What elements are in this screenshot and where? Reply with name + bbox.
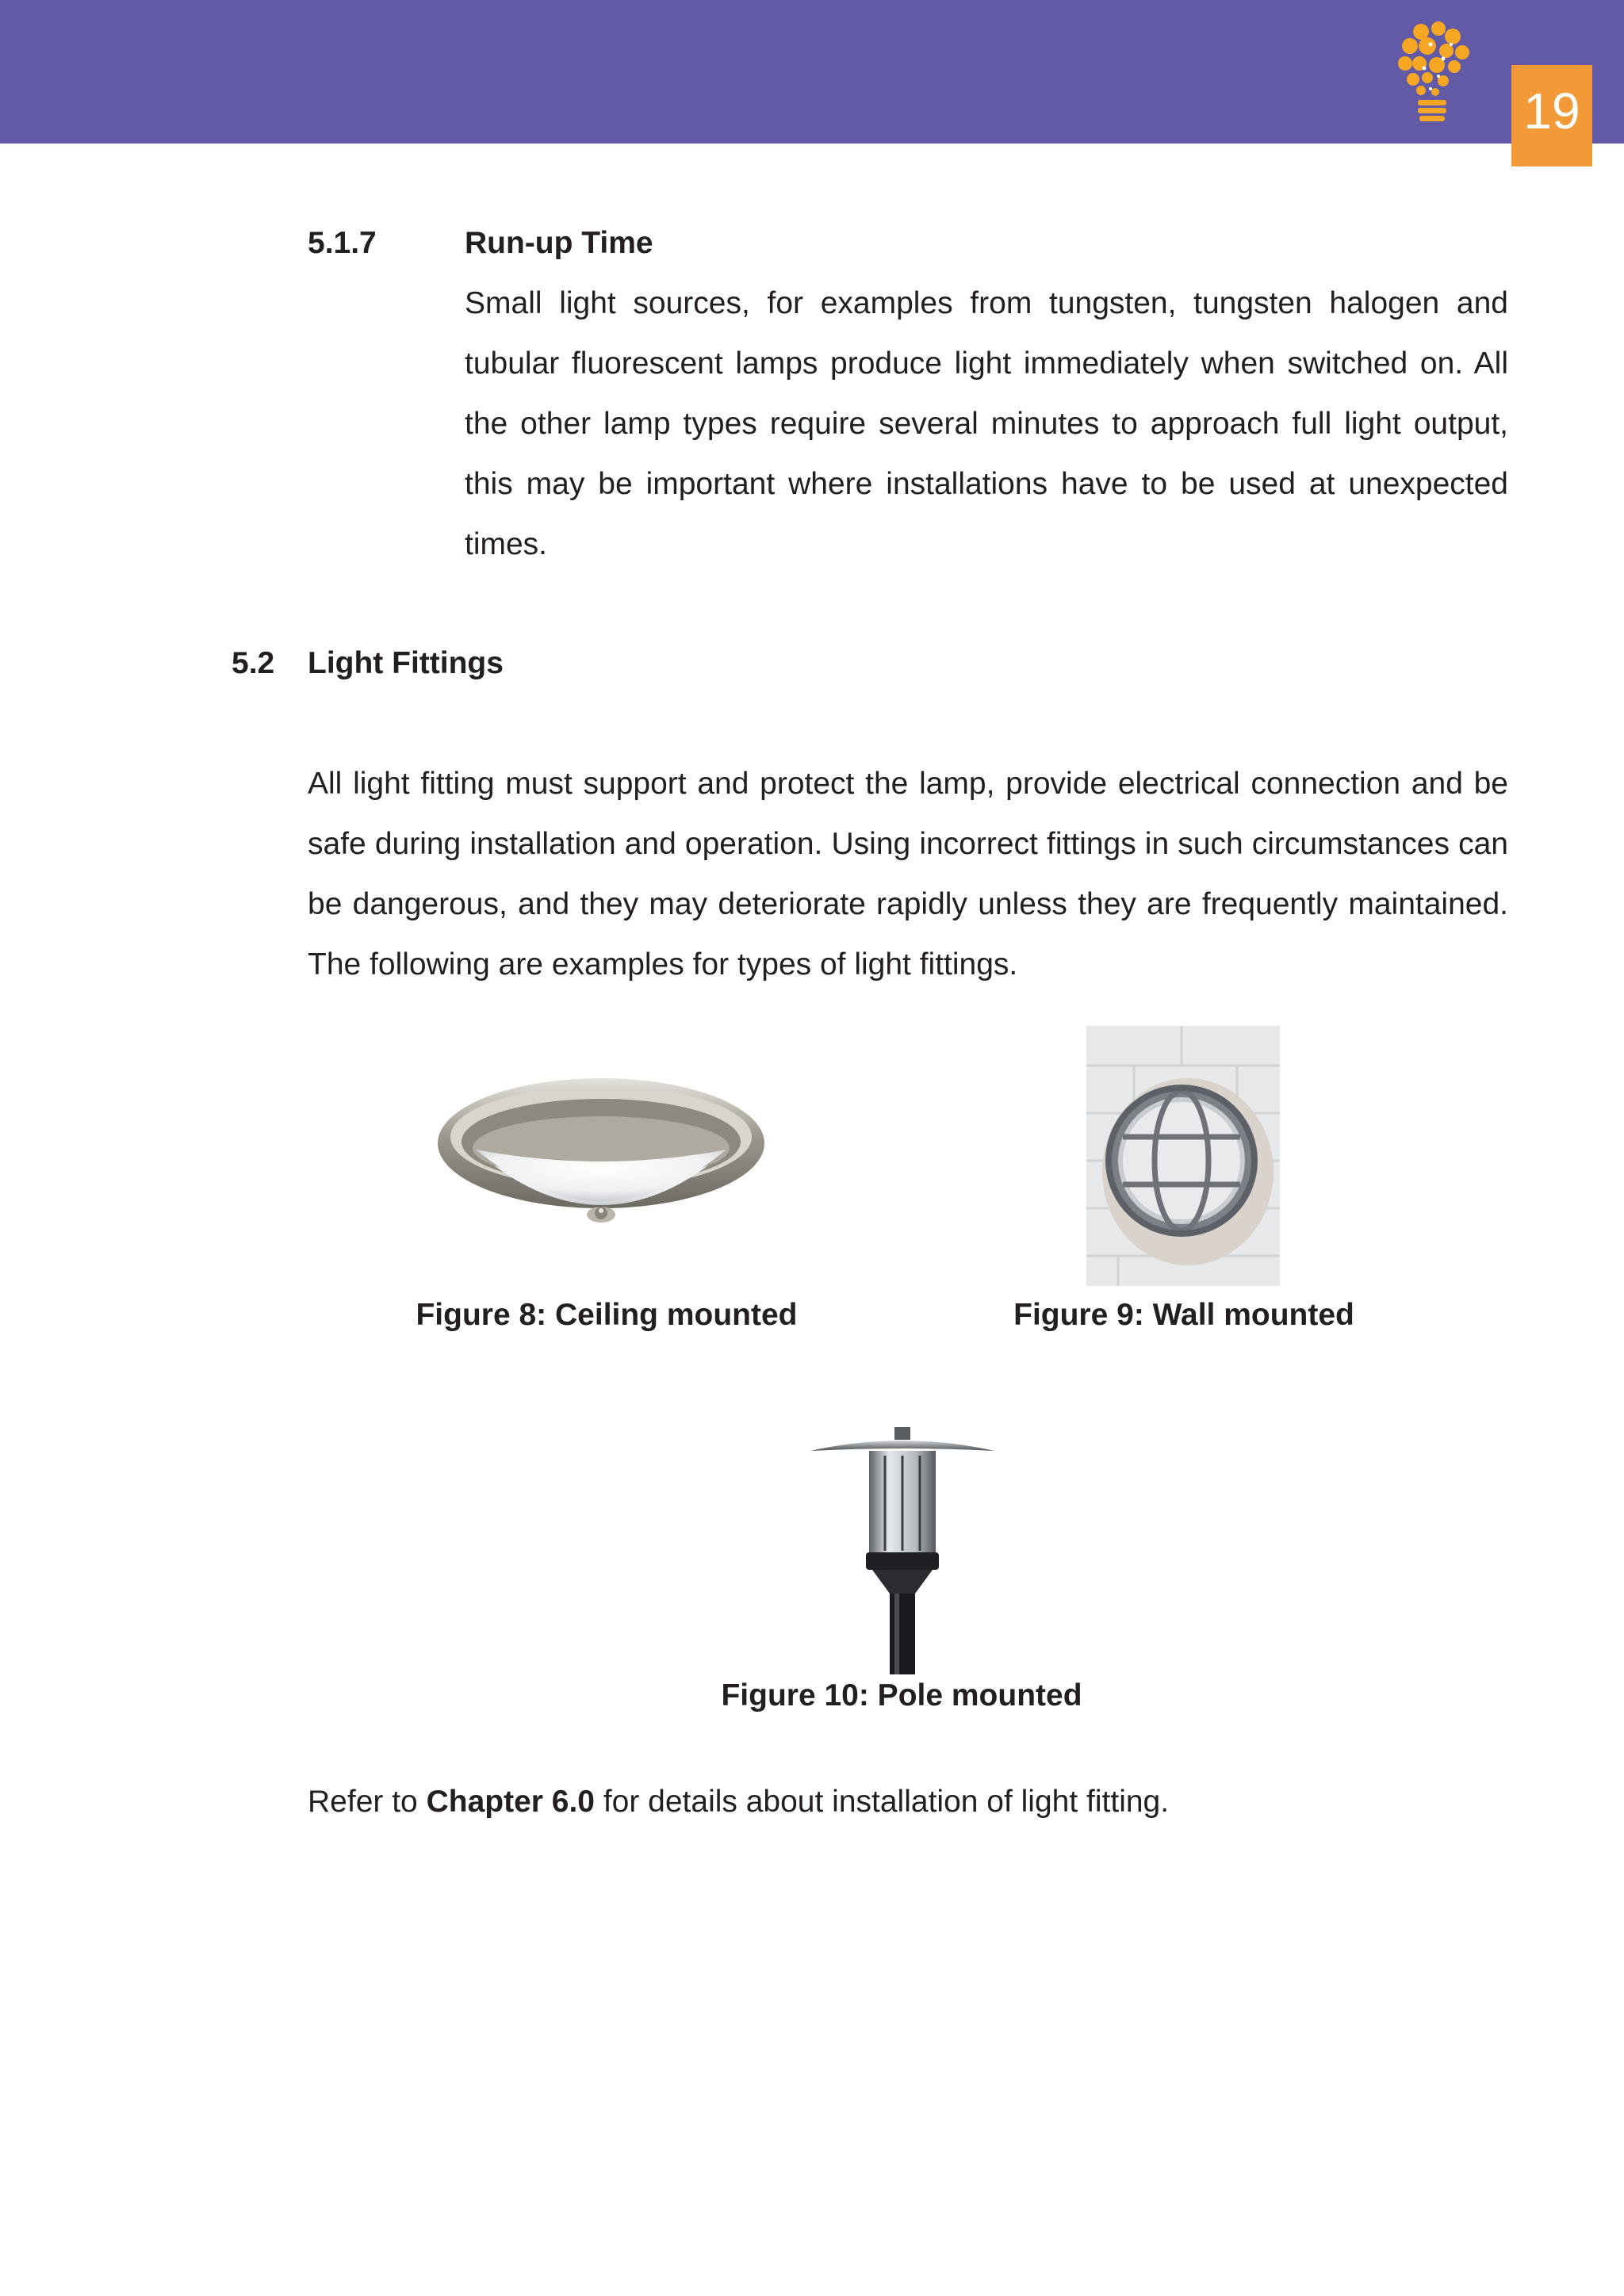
section-number-517: 5.1.7 — [308, 226, 377, 260]
lightbulb-logo-icon — [1396, 21, 1472, 128]
figure-8-caption: Figure 8: Ceiling mounted — [416, 1298, 798, 1332]
wall-light-image — [1086, 1026, 1280, 1286]
chapter-reference: Chapter 6.0 — [426, 1785, 595, 1819]
page-number: 19 — [1511, 65, 1592, 166]
section-52-body: All light fitting must support and protect the lamp, provide electrical connection and be safe during installation and operation. Using incorrect fittings in such circumstances can be dangerous, and they may deteriorate rapidly unless they are frequently maintained. The following are examples for types of light fittings. — [308, 767, 1508, 982]
header-band — [0, 0, 1624, 144]
section-number-52: 5.2 — [232, 646, 275, 680]
figure-10-caption: Figure 10: Pole mounted — [721, 1678, 1082, 1712]
refer-chapter-line — [308, 1783, 1169, 1821]
figure-9-caption: Figure 9: Wall mounted — [1013, 1298, 1354, 1332]
section-title-517: Run-up Time — [465, 226, 653, 260]
refer-suffix: for details about installation of light fitting. — [594, 1785, 1170, 1819]
pole-light-image — [807, 1416, 998, 1674]
section-title-52: Light Fittings — [308, 646, 504, 680]
section-517-body: Small light sources, for examples from tungsten, tungsten halogen and tubular fluorescent lamps produce light immediately when switched on. All the other lamp types require several minutes to approach full light output, this may be important where installations have to be used at unexpected times. — [465, 286, 1508, 561]
refer-prefix: Refer to — [308, 1785, 427, 1819]
ceiling-light-image — [435, 1054, 768, 1261]
